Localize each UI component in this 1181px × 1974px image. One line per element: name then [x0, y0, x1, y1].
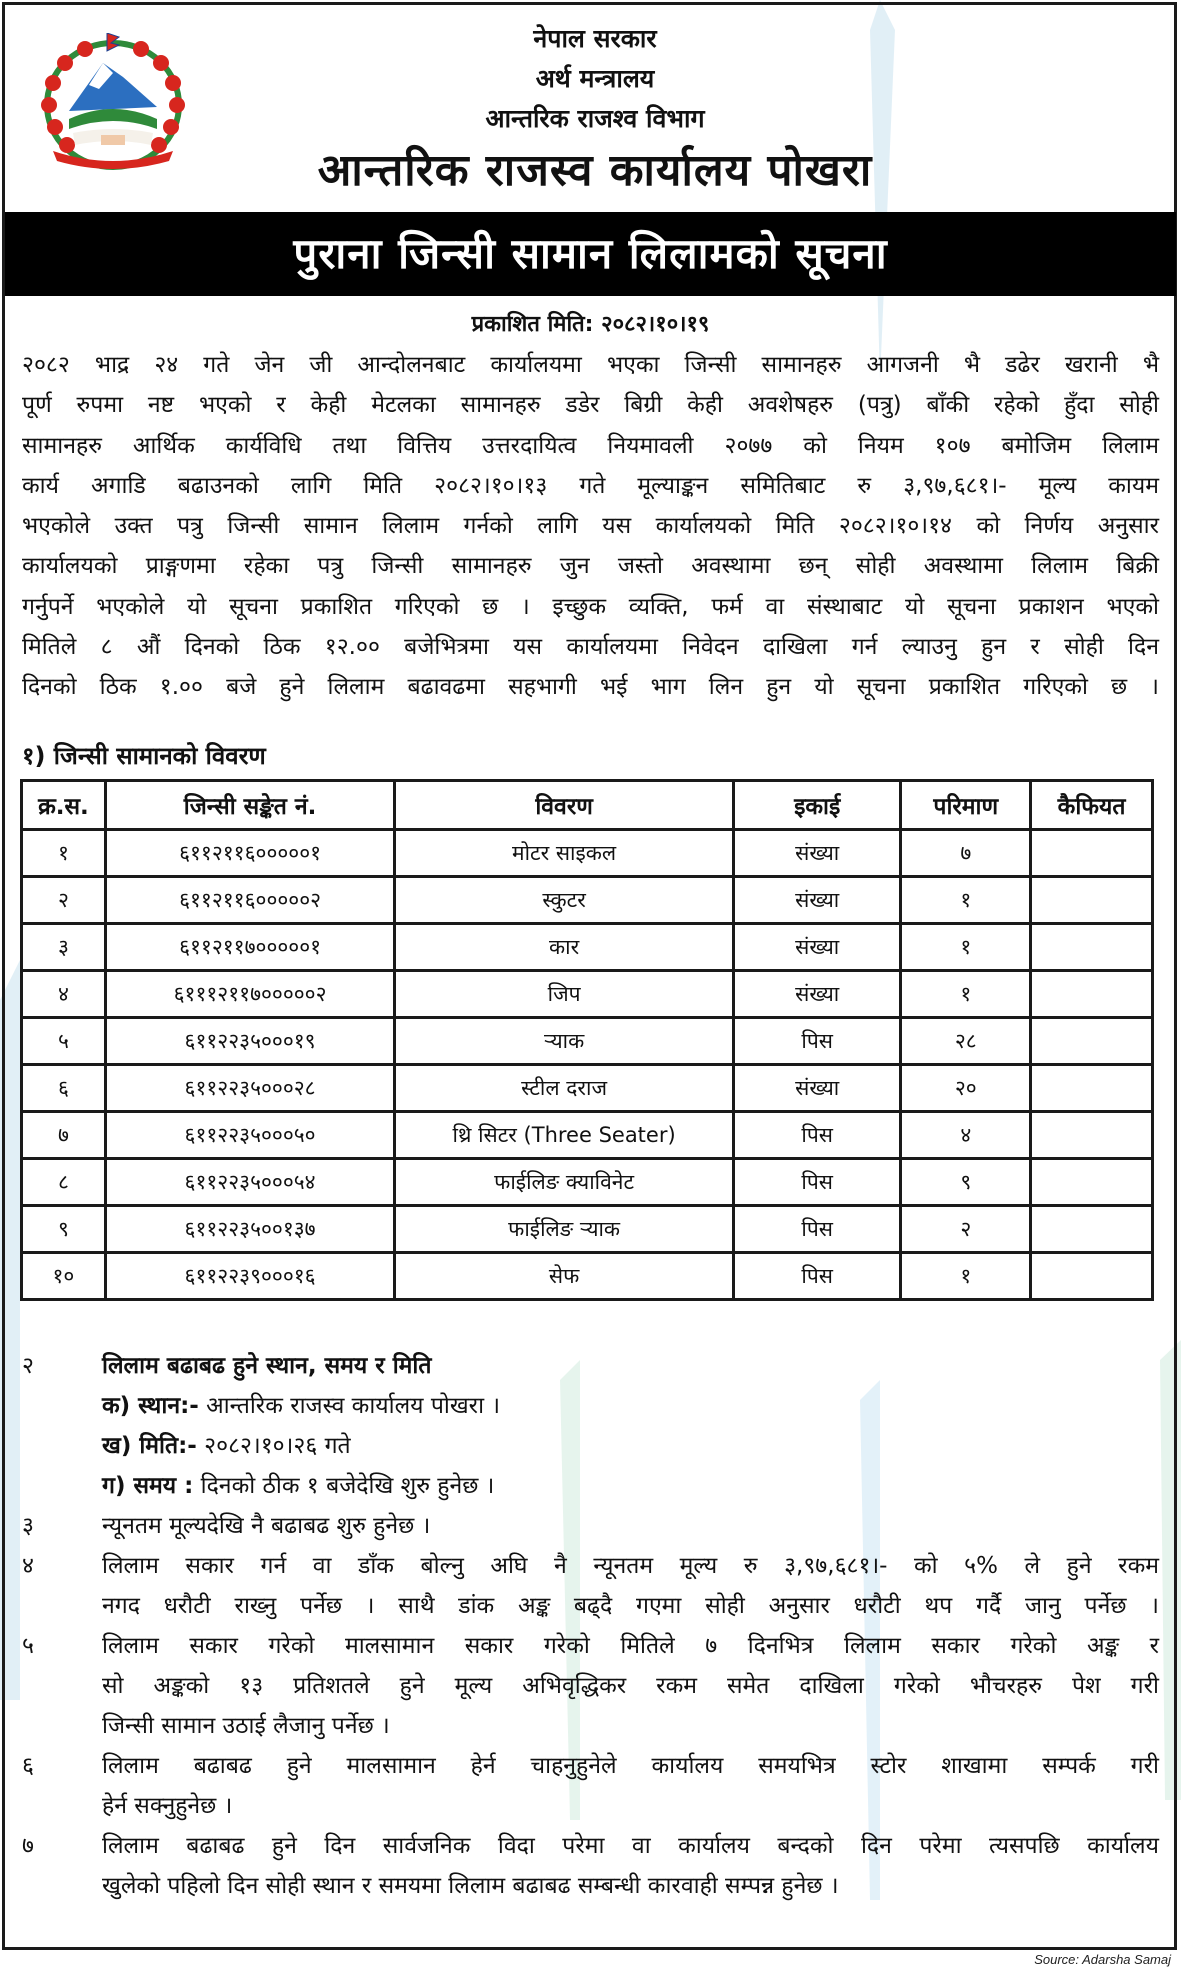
cell-unit: संख्या [733, 924, 900, 971]
cell-serial: ९ [22, 1206, 106, 1253]
cell-code: ६११२२३९०००१६ [105, 1253, 394, 1300]
condition-number: ७ [22, 1833, 34, 1859]
cell-quantity: ७ [901, 830, 1031, 877]
condition-line: नगद धरौटी राख्नु पर्नेछ । साथै डांक अङ्क बढ्दै गएमा सोही अनुसार धरौटी थप गर्दै जानु पर्नेछ । [102, 1593, 1159, 1619]
cell-serial: ३ [22, 924, 106, 971]
cell-description: कार [395, 924, 734, 971]
table-row [22, 877, 1153, 924]
condition-line: लिलाम सकार गर्न वा डाँक बोल्नु अघि नै न्यूनतम मूल्य रु ३,९७,६८१।- को ५% ले हुने रकम [102, 1553, 1159, 1579]
auction-conditions [22, 1346, 1159, 1906]
cell-description: र्‍याक [395, 1018, 734, 1065]
cell-serial: २ [22, 877, 106, 924]
cell-description: स्कुटर [395, 877, 734, 924]
condition-number: ५ [22, 1633, 34, 1659]
intro-line: गर्नुपर्ने भएकोले यो सूचना प्रकाशित गरिएको छ । इच्छुक व्यक्ति, फर्म वा संस्थाबाट यो सूचना प्रकाशन भएको [22, 593, 1159, 620]
auction-place: क) स्थान:- आन्तरिक राजस्व कार्यालय पोखरा । [102, 1393, 501, 1419]
cell-code: ६११२२३५०००२८ [105, 1065, 394, 1112]
published-date [0, 305, 1181, 345]
auction-date: ख) मिति:- २०८२।१०।२६ गते [102, 1433, 351, 1459]
condition-number: ६ [22, 1753, 34, 1779]
intro-line: पूर्ण रुपमा नष्ट भएको र केही मेटलका सामानहरु डडेर बिग्री केही अवशेषहरु (पत्रु) बाँकी रहेको हुँदा सोही [22, 392, 1159, 419]
cell-description: सेफ [395, 1253, 734, 1300]
cell-description: फाईलिङ क्याविनेट [395, 1159, 734, 1206]
notice-header [5, 5, 1176, 210]
condition-5 [22, 1626, 1159, 1746]
cell-serial: ४ [22, 971, 106, 1018]
col-quantity: परिमाण [901, 781, 1031, 830]
cell-quantity: १ [901, 877, 1031, 924]
nepal-emblem-icon [33, 33, 193, 173]
intro-paragraph [22, 345, 1159, 708]
condition-line: सो अङ्कको १३ प्रतिशतले हुने मूल्य अभिवृद्धिकर रकम समेत दाखिला गरेको भौचरहरु पेश गरी [102, 1673, 1159, 1699]
cell-description: जिप [395, 971, 734, 1018]
cell-serial: ६ [22, 1065, 106, 1112]
cell-quantity: १ [901, 924, 1031, 971]
table-row [22, 1065, 1153, 1112]
col-description: विवरण [395, 781, 734, 830]
cell-quantity: ४ [901, 1112, 1031, 1159]
cell-serial: ५ [22, 1018, 106, 1065]
cell-serial: १० [22, 1253, 106, 1300]
cell-unit: पिस [733, 1253, 900, 1300]
cell-remarks [1031, 924, 1153, 971]
cell-quantity: १ [901, 1253, 1031, 1300]
intro-line: २०८२ भाद्र २४ गते जेन जी आन्दोलनबाट कार्यालयमा भएका जिन्सी सामानहरु आगजनी भै डढेर खरानी भै [22, 352, 1159, 378]
condition-6 [22, 1746, 1159, 1826]
cell-remarks [1031, 1018, 1153, 1065]
published-date-value: २०८२।१०।१९ [601, 312, 710, 337]
cell-remarks [1031, 877, 1153, 924]
cell-unit: संख्या [733, 971, 900, 1018]
condition-2 [22, 1346, 1159, 1506]
notice-title-banner: पुराना जिन्सी सामान लिलामको सूचना [5, 212, 1176, 296]
cell-remarks [1031, 1065, 1153, 1112]
cell-serial: १ [22, 830, 106, 877]
condition-number: ३ [22, 1513, 34, 1539]
condition-line: लिलाम सकार गरेको मालसामान सकार गरेको मितिले ७ दिनभित्र लिलाम सकार गरेको अङ्क र [102, 1633, 1159, 1659]
header-lines [205, 19, 985, 199]
condition-3 [22, 1506, 1159, 1546]
cell-serial: ८ [22, 1159, 106, 1206]
cell-code: ६११२२३५०००१९ [105, 1018, 394, 1065]
cell-remarks [1031, 971, 1153, 1018]
cell-unit: संख्या [733, 877, 900, 924]
cell-description: फाईलिङ र्‍याक [395, 1206, 734, 1253]
cell-remarks [1031, 1112, 1153, 1159]
condition-line: न्यूनतम मूल्यदेखि नै बढाबढ शुरु हुनेछ । [102, 1513, 431, 1539]
table-row [22, 830, 1153, 877]
cell-unit: पिस [733, 1159, 900, 1206]
cell-remarks [1031, 1206, 1153, 1253]
col-serial: क्र.स. [22, 781, 106, 830]
intro-line: भएकोले उक्त पत्रु जिन्सी सामान लिलाम गर्नको लागि यस कार्यालयको मिति २०८२।१०।१४ को निर्णय अनुसार [22, 513, 1159, 540]
intro-line: कार्य अगाडि बढाउनको लागि मिति २०८२।१०।१३ गते मूल्याङ्कन समितिबाट रु ३,९७,६८१।- मूल्य कायम [22, 472, 1159, 499]
cell-serial: ७ [22, 1112, 106, 1159]
table-row [22, 1206, 1153, 1253]
condition-line: लिलाम बढाबढ हुने मालसामान हेर्न चाहनुहुनेले कार्यालय समयभित्र स्टोर शाखामा सम्पर्क गरी [102, 1753, 1159, 1779]
cell-remarks [1031, 1159, 1153, 1206]
condition-line: हेर्न सक्नुहुनेछ । [102, 1793, 233, 1819]
cell-code: ६११२२३५००१३७ [105, 1206, 394, 1253]
condition-line: जिन्सी सामान उठाई लैजानु पर्नेछ । [102, 1713, 390, 1739]
cell-quantity: २ [901, 1206, 1031, 1253]
cell-remarks [1031, 830, 1153, 877]
col-unit: इकाई [733, 781, 900, 830]
table-row [22, 924, 1153, 971]
cell-quantity: ९ [901, 1159, 1031, 1206]
cell-unit: पिस [733, 1018, 900, 1065]
cell-code: ६१११२११७०००००२ [105, 971, 394, 1018]
cell-remarks [1031, 1253, 1153, 1300]
table-row [22, 1018, 1153, 1065]
cell-unit: पिस [733, 1206, 900, 1253]
source-credit: Source: Adarsha Samaj [1034, 1952, 1171, 1967]
intro-line: कार्यालयको प्राङ्गणमा रहेका पत्रु जिन्सी सामानहरु जुन जस्तो अवस्थामा छन् सोही अवस्थामा लिलाम बिक्री [22, 553, 1159, 580]
table-row [22, 1253, 1153, 1300]
auction-time: ग) समय : दिनको ठीक १ बजेदेखि शुरु हुनेछ । [102, 1473, 495, 1499]
intro-line: मितिले ८ औं दिनको ठिक १२.०० बजेभित्रमा यस कार्यालयमा निवेदन दाखिला गर्न ल्याउनु हुन र सोही दिन [22, 634, 1159, 661]
cell-code: ६११२२३५०००५० [105, 1112, 394, 1159]
ministry-name: अर्थ मन्त्रालय [535, 64, 655, 93]
cell-code: ६११२११६०००००१ [105, 830, 394, 877]
table-row [22, 971, 1153, 1018]
cell-code: ६११२११६०००००२ [105, 877, 394, 924]
condition-line: लिलाम बढाबढ हुने दिन सार्वजनिक विदा परेमा वा कार्यालय बन्दको दिन परेमा त्यसपछि कार्यालय [102, 1833, 1159, 1859]
col-code: जिन्सी सङ्केत नं. [105, 781, 394, 830]
condition-7 [22, 1826, 1159, 1906]
condition-2-title: लिलाम बढाबढ हुने स्थान, समय र मिति [102, 1353, 432, 1379]
cell-code: ६११२११७०००००१ [105, 924, 394, 971]
cell-quantity: २० [901, 1065, 1031, 1112]
cell-description: मोटर साइकल [395, 830, 734, 877]
cell-unit: पिस [733, 1112, 900, 1159]
cell-description: थ्रि सिटर (Three Seater) [395, 1112, 734, 1159]
condition-number: २ [22, 1353, 34, 1379]
table-header-row [22, 781, 1153, 830]
intro-line: सामानहरु आर्थिक कार्यविधि तथा वित्तिय उत्तरदायित्व नियमावली २०७७ को नियम १०७ बमोजिम लिलाम [22, 432, 1159, 459]
office-name: आन्तरिक राजस्व कार्यालय पोखरा [317, 145, 873, 196]
condition-4 [22, 1546, 1159, 1626]
cell-quantity: २८ [901, 1018, 1031, 1065]
government-name: नेपाल सरकार [533, 24, 657, 53]
cell-description: स्टील दराज [395, 1065, 734, 1112]
intro-line: दिनको ठिक १.०० बजे हुने लिलाम बढावढमा सहभागी भई भाग लिन हुन यो सूचना प्रकाशित गरिएको छ । [22, 674, 1159, 701]
cell-unit: संख्या [733, 830, 900, 877]
condition-number: ४ [22, 1553, 34, 1579]
section-1-title: १) जिन्सी सामानको विवरण [22, 742, 266, 770]
department-name: आन्तरिक राजश्व विभाग [485, 104, 705, 133]
items-table [20, 779, 1154, 1301]
table-row [22, 1112, 1153, 1159]
condition-line: खुलेको पहिलो दिन सोही स्थान र समयमा लिलाम बढाबढ सम्बन्धी कारवाही सम्पन्न हुनेछ । [102, 1873, 839, 1899]
cell-code: ६११२२३५०००५४ [105, 1159, 394, 1206]
cell-quantity: १ [901, 971, 1031, 1018]
col-remarks: कैफियत [1031, 781, 1153, 830]
published-date-label: प्रकाशित मिति: [471, 312, 594, 337]
table-row [22, 1159, 1153, 1206]
cell-unit: संख्या [733, 1065, 900, 1112]
